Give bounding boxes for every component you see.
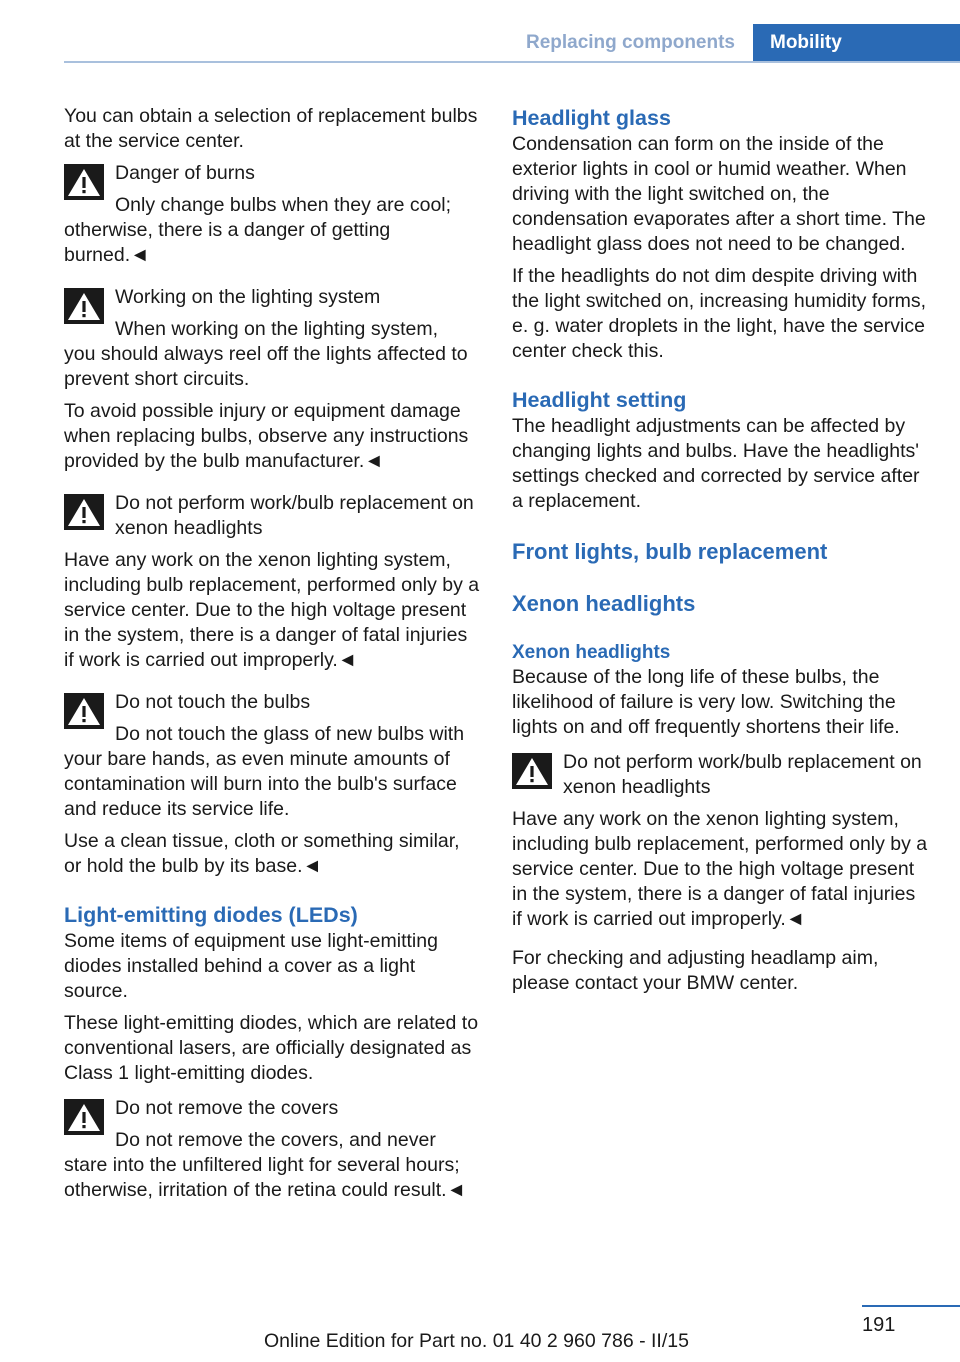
warning-triangle-icon <box>64 693 104 729</box>
warning-text: Have any work on the xenon lighting system, including bulb replacement, performed only by a service center. Due to the high voltage present in the system, there is a danger of fatal injuries if work is carried out improperly.◄ <box>512 808 928 930</box>
warning-block <box>64 690 480 879</box>
body-paragraph: If the headlights do not dim despite driving with the light switched on, increasing humidity forms, e. g. water droplets in the light, have the service center check this. <box>512 265 927 362</box>
warning-text: stare into the unfiltered light for several hours; otherwise, irritation of the retina could result.◄ <box>64 1154 466 1201</box>
warning-title: Do not perform work/bulb replacement on xenon headlights <box>563 751 922 798</box>
section-heading-leds: Light-emitting diodes (LEDs) <box>64 903 358 927</box>
warning-title: Do not remove the covers <box>115 1097 339 1119</box>
body-paragraph: Condensation can form on the inside of the exterior lights in cool or humid weather. When driving with the light switched on, the condensation evaporates after a short time. The headlight glass does not need to be changed. <box>512 133 926 255</box>
warning-text: Use a clean tissue, cloth or something similar, or hold the bulb by its base.◄ <box>64 830 460 877</box>
warning-text: otherwise, there is a danger of getting burned.◄ <box>64 219 391 266</box>
warning-triangle-icon <box>64 1099 104 1135</box>
warning-text: To avoid possible injury or equipment damage when replacing bulbs, observe any instructions provided by the bulb manufacturer.◄ <box>64 400 469 472</box>
warning-block <box>512 750 928 932</box>
intro-paragraph: You can obtain a selection of replacement bulbs at the service center. <box>64 105 478 152</box>
warning-triangle-icon <box>64 288 104 324</box>
body-paragraph: Some items of equipment use light-emitting diodes installed behind a cover as a light source. <box>64 930 438 1002</box>
body-paragraph: For checking and adjusting headlamp aim, please contact your BMW center. <box>512 947 879 994</box>
header-chapter-tab: Mobility <box>753 24 960 62</box>
warning-text: Have any work on the xenon lighting system, including bulb replacement, performed only by a service center. Due to the high voltage present in the system, there is a danger of fatal injuries if work is carried out improperly.◄ <box>64 549 480 671</box>
header-section-title: Replacing components <box>526 24 753 62</box>
warning-text-first-line: Only change bulbs when they are cool; <box>115 194 452 216</box>
body-paragraph: The headlight adjustments can be affected by changing lights and bulbs. Have the headlights' settings checked and corrected by service after a replacement. <box>512 415 920 512</box>
right-column <box>512 104 928 1003</box>
warning-text-first-line: Do not touch the glass of new bulbs with <box>115 723 465 745</box>
header-divider <box>64 61 960 63</box>
body-paragraph: These light-emitting diodes, which are related to conventional lasers, are officially designated as Class 1 light-emitting diodes. <box>64 1012 479 1084</box>
section-heading-headlight-glass: Headlight glass <box>512 106 671 130</box>
warning-title: Do not perform work/bulb replacement on xenon headlights <box>115 492 474 539</box>
warning-block <box>64 1096 480 1203</box>
page-header <box>526 24 960 62</box>
edition-note: Online Edition for Part no. 01 40 2 960 786 - II/15 <box>264 1330 689 1352</box>
warning-triangle-icon <box>64 164 104 200</box>
warning-text: you should always reel off the lights affected to prevent short circuits. <box>64 343 468 390</box>
warning-title: Working on the lighting system <box>115 286 381 308</box>
warning-title: Do not touch the bulbs <box>115 691 311 713</box>
warning-triangle-icon <box>512 753 552 789</box>
warning-text-first-line: When working on the lighting system, <box>115 318 438 340</box>
chapter-heading-front-lights: Front lights, bulb replacement <box>512 539 828 564</box>
warning-title: Danger of burns <box>115 162 255 184</box>
warning-text-first-line: Do not remove the covers, and never <box>115 1129 436 1151</box>
warning-block <box>64 285 480 474</box>
left-column <box>64 104 480 1210</box>
section-heading-headlight-setting: Headlight setting <box>512 388 687 412</box>
body-paragraph: Because of the long life of these bulbs, the likelihood of failure is very low. Switching the lights on and off frequently shortens their life. <box>512 666 900 738</box>
warning-triangle-icon <box>64 494 104 530</box>
subheading-xenon: Xenon headlights <box>512 642 671 663</box>
footer-divider <box>862 1305 960 1307</box>
page-number: 191 <box>862 1314 896 1336</box>
warning-block <box>64 491 480 673</box>
warning-block <box>64 161 480 268</box>
warning-text: your bare hands, as even minute amounts of contamination will burn into the bulb's surface and reduce its service life. <box>64 748 457 820</box>
section-heading-xenon: Xenon headlights <box>512 591 696 616</box>
